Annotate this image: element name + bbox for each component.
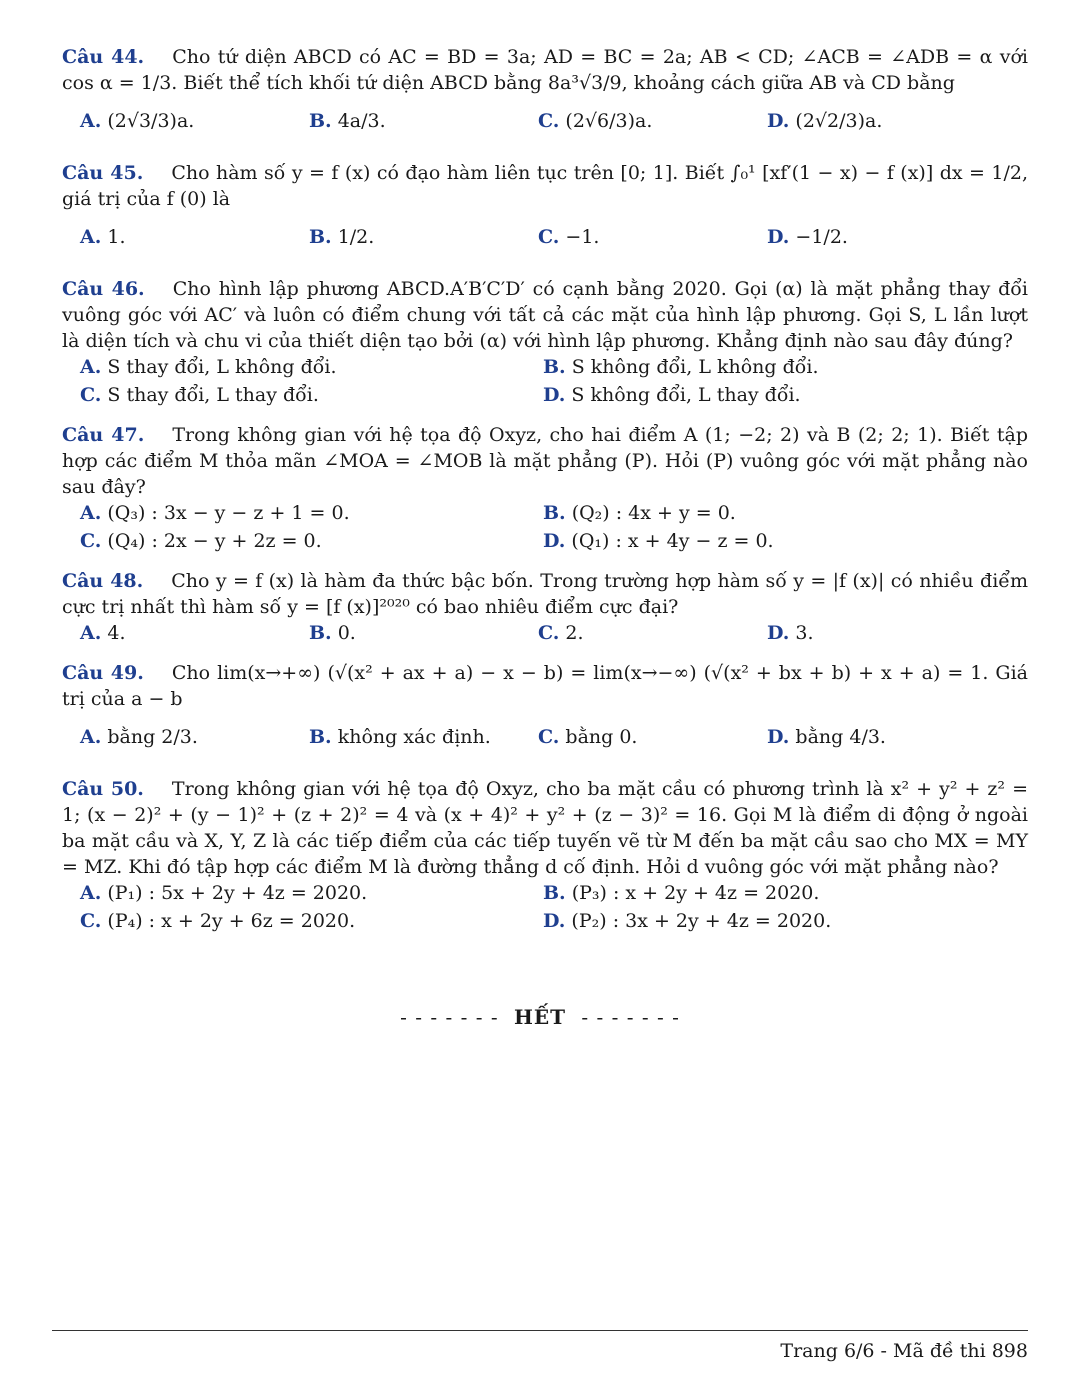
- option-label: A.: [80, 502, 102, 524]
- option-b: [309, 212, 538, 262]
- page-footer: Trang 6/6 - Mã đề thi 898: [780, 1340, 1028, 1362]
- options: [80, 212, 1028, 262]
- option-text: S không đổi, L không đổi.: [571, 356, 819, 378]
- question-label: Câu 46.: [62, 278, 145, 300]
- end-marker: [0, 1005, 1080, 1029]
- option-text: (Q₁) : x + 4y − z = 0.: [571, 530, 774, 552]
- option-text: 4.: [107, 622, 126, 644]
- question-text: Cho hình lập phương ABCD.A′B′C′D′ có cạnh bằng 2020. Gọi (α) là mặt phẳng thay đổi vuông góc với AC′ và luôn có điểm chung với tất cả các mặt của hình lập phương. Gọi S, L lần lượt là diện tích và chu vi của thiết diện tạo bởi (α) với hình lập phương. Khẳng định nào sau đây đúng?: [62, 278, 1029, 352]
- option-text: (P₄) : x + 2y + 6z = 2020.: [107, 910, 356, 932]
- option-text: (Q₄) : 2x − y + 2z = 0.: [107, 530, 322, 552]
- option-label: A.: [80, 110, 102, 132]
- option-a: [80, 712, 309, 762]
- option-text: bằng 4/3.: [795, 726, 886, 748]
- footer-divider: [52, 1330, 1028, 1331]
- option-text: không xác định.: [337, 726, 491, 748]
- option-label: C.: [80, 530, 102, 552]
- option-label: A.: [80, 622, 102, 644]
- question-text: Cho hàm số y = f (x) có đạo hàm liên tục trên [0; 1]. Biết ∫₀¹ [xf′(1 − x) − f (x)] dx = 1/2, giá trị của f (0) là: [62, 162, 1028, 210]
- option-text: S thay đổi, L thay đổi.: [107, 384, 319, 406]
- option-a: [80, 880, 543, 906]
- question-label: Câu 44.: [62, 46, 145, 68]
- question-text: Trong không gian với hệ tọa độ Oxyz, cho hai điểm A (1; −2; 2) và B (2; 2; 1). Biết tập hợp các điểm M thỏa mãn ∠MOA = ∠MOB là mặt phẳng (P). Hỏi (P) vuông góc với mặt phẳng nào sau đây?: [62, 424, 1028, 498]
- option-text: bằng 2/3.: [107, 726, 198, 748]
- option-text: S thay đổi, L không đổi.: [107, 356, 337, 378]
- option-d: [767, 712, 996, 762]
- option-c: [80, 528, 543, 554]
- option-label: B.: [309, 622, 332, 644]
- question-46: [62, 276, 1028, 408]
- option-label: D.: [767, 110, 790, 132]
- option-text: −1.: [565, 226, 600, 248]
- option-b: [543, 354, 1006, 380]
- option-label: D.: [543, 910, 566, 932]
- options: [80, 96, 1028, 146]
- option-text: (P₁) : 5x + 2y + 4z = 2020.: [107, 882, 368, 904]
- option-label: B.: [309, 226, 332, 248]
- option-b: [543, 880, 1006, 906]
- exam-page: [62, 44, 1028, 948]
- option-a: [80, 354, 543, 380]
- question-49: [62, 660, 1028, 762]
- options: [80, 354, 1028, 408]
- option-b: [309, 96, 538, 146]
- option-text: 0.: [337, 622, 356, 644]
- question-label: Câu 48.: [62, 570, 144, 592]
- option-a: [80, 96, 309, 146]
- option-label: A.: [80, 726, 102, 748]
- option-label: B.: [309, 726, 332, 748]
- option-text: (Q₃) : 3x − y − z + 1 = 0.: [107, 502, 350, 524]
- option-text: −1/2.: [795, 226, 848, 248]
- option-label: D.: [543, 530, 566, 552]
- option-label: C.: [538, 622, 560, 644]
- question-50: [62, 776, 1028, 934]
- question-text: Trong không gian với hệ tọa độ Oxyz, cho ba mặt cầu có phương trình là x² + y² + z² = 1; (x − 2)² + (y − 1)² + (z + 2)² = 4 và (x + 4)² + y² + (z − 3)² = 16. Gọi M là điểm di động ở ngoài ba mặt cầu và X, Y, Z là các tiếp điểm của các tiếp tuyến vẽ từ M đến ba mặt cầu sao cho MX = MY = MZ. Khi đó tập hợp các điểm M là đường thẳng d cố định. Hỏi d vuông góc với mặt phẳng nào?: [62, 778, 1029, 878]
- question-text: Cho lim(x→+∞) (√(x² + ax + a) − x − b) = lim(x→−∞) (√(x² + bx + b) + x + a) = 1. Giá trị của a − b: [62, 662, 1028, 710]
- option-label: C.: [538, 726, 560, 748]
- option-text: bằng 0.: [565, 726, 638, 748]
- option-a: [80, 212, 309, 262]
- question-label: Câu 47.: [62, 424, 145, 446]
- option-label: D.: [767, 726, 790, 748]
- option-d: [767, 620, 996, 646]
- option-text: (2√6/3)a.: [565, 110, 653, 132]
- options: [80, 620, 1028, 646]
- option-label: A.: [80, 226, 102, 248]
- option-text: (P₃) : x + 2y + 4z = 2020.: [571, 882, 820, 904]
- options: [80, 712, 1028, 762]
- option-d: [543, 908, 1006, 934]
- option-d: [543, 528, 1006, 554]
- option-text: (Q₂) : 4x + y = 0.: [571, 502, 736, 524]
- option-text: (2√3/3)a.: [107, 110, 195, 132]
- question-47: [62, 422, 1028, 554]
- option-b: [309, 712, 538, 762]
- question-label: Câu 49.: [62, 662, 144, 684]
- option-label: C.: [80, 910, 102, 932]
- option-label: D.: [767, 622, 790, 644]
- option-text: 1/2.: [337, 226, 375, 248]
- question-label: Câu 50.: [62, 778, 144, 800]
- option-text: (2√2/3)a.: [795, 110, 883, 132]
- option-c: [80, 382, 543, 408]
- option-label: B.: [543, 882, 566, 904]
- option-text: (P₂) : 3x + 2y + 4z = 2020.: [571, 910, 832, 932]
- option-c: [538, 212, 767, 262]
- option-label: C.: [538, 226, 560, 248]
- option-text: 3.: [795, 622, 814, 644]
- option-label: A.: [80, 356, 102, 378]
- question-text: Cho y = f (x) là hàm đa thức bậc bốn. Trong trường hợp hàm số y = |f (x)| có nhiều điểm cực trị nhất thì hàm số y = [f (x)]²⁰²⁰ có bao nhiêu điểm cực đại?: [62, 570, 1028, 618]
- option-label: B.: [309, 110, 332, 132]
- option-c: [80, 908, 543, 934]
- option-label: B.: [543, 356, 566, 378]
- option-label: A.: [80, 882, 102, 904]
- question-45: [62, 160, 1028, 262]
- option-text: 4a/3.: [337, 110, 386, 132]
- options: [80, 880, 1028, 934]
- option-c: [538, 712, 767, 762]
- end-dashes-right: - - - - - - -: [581, 1005, 680, 1029]
- option-b: [309, 620, 538, 646]
- question-label: Câu 45.: [62, 162, 144, 184]
- option-d: [543, 382, 1006, 408]
- option-c: [538, 620, 767, 646]
- end-word: HẾT: [513, 1005, 567, 1029]
- option-label: C.: [80, 384, 102, 406]
- option-d: [767, 212, 996, 262]
- option-text: 1.: [107, 226, 126, 248]
- option-d: [767, 96, 996, 146]
- option-text: 2.: [565, 622, 584, 644]
- question-text: Cho tứ diện ABCD có AC = BD = 3a; AD = BC = 2a; AB < CD; ∠ACB = ∠ADB = α với cos α = 1/3. Biết thể tích khối tứ diện ABCD bằng 8a³√3/9, khoảng cách giữa AB và CD bằng: [62, 46, 1028, 94]
- option-a: [80, 620, 309, 646]
- option-label: B.: [543, 502, 566, 524]
- option-b: [543, 500, 1006, 526]
- question-48: [62, 568, 1028, 646]
- option-text: S không đổi, L thay đổi.: [571, 384, 801, 406]
- options: [80, 500, 1028, 554]
- option-label: D.: [543, 384, 566, 406]
- end-dashes-left: - - - - - - -: [400, 1005, 499, 1029]
- question-44: [62, 44, 1028, 146]
- option-a: [80, 500, 543, 526]
- option-c: [538, 96, 767, 146]
- option-label: C.: [538, 110, 560, 132]
- option-label: D.: [767, 226, 790, 248]
